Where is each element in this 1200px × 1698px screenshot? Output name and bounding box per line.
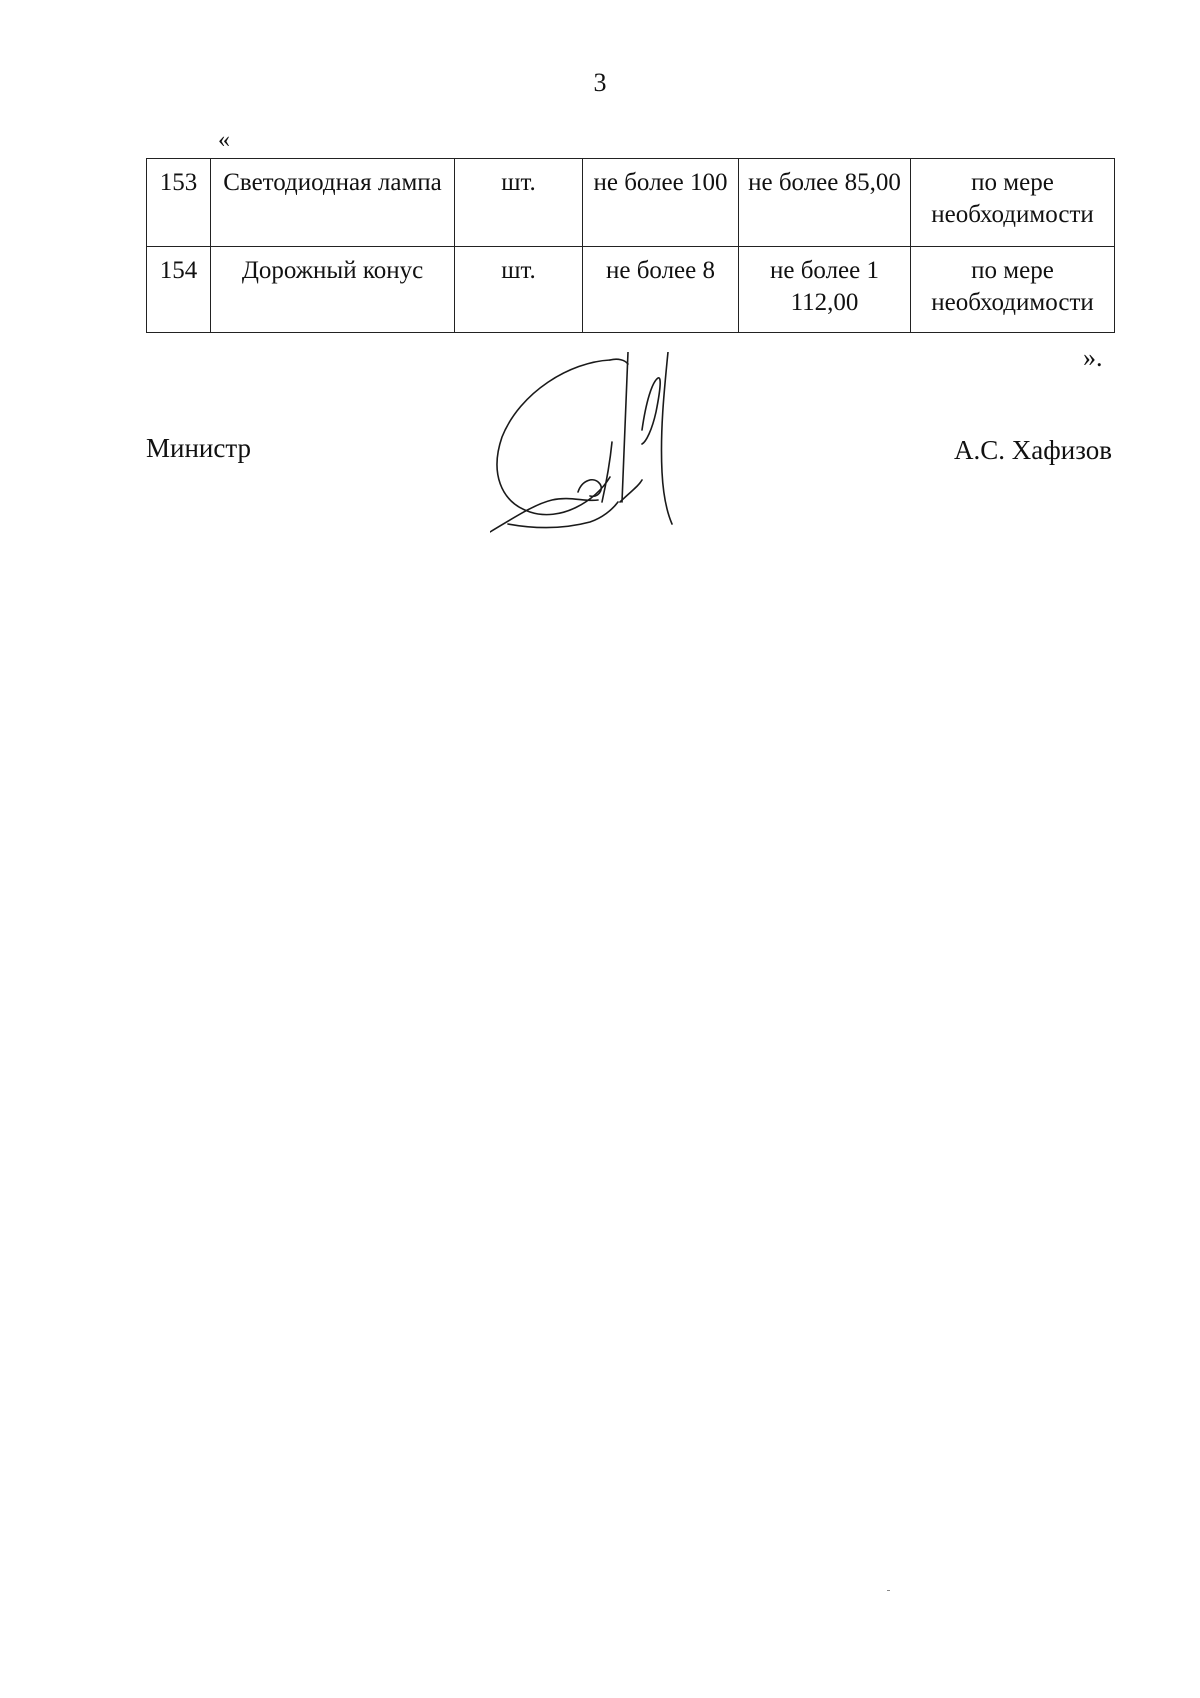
item-quantity: не более 8: [583, 247, 739, 333]
item-unit: шт.: [455, 159, 583, 247]
page-number: 3: [593, 68, 607, 97]
item-price: не более 85,00: [739, 159, 911, 247]
row-number: 153: [147, 159, 211, 247]
item-name: Дорожный конус: [211, 247, 455, 333]
item-unit: шт.: [455, 247, 583, 333]
item-frequency: по мере необходимости: [911, 159, 1115, 247]
row-number: 154: [147, 247, 211, 333]
scan-speck: [887, 1590, 890, 1591]
signatory-name: А.С. Хафизов: [954, 435, 1112, 465]
handwritten-signature-icon: [490, 352, 720, 542]
item-name: Светодиодная лампа: [211, 159, 455, 247]
signatory-role: Министр: [146, 433, 251, 463]
items-table: [146, 158, 1115, 333]
table-row: [147, 247, 1115, 333]
table-row: [147, 159, 1115, 247]
closing-quote: ».: [1083, 343, 1103, 372]
item-quantity: не более 100: [583, 159, 739, 247]
opening-quote: «: [218, 127, 230, 153]
item-price: не более 1 112,00: [739, 247, 911, 333]
item-frequency: по мере необходимости: [911, 247, 1115, 333]
